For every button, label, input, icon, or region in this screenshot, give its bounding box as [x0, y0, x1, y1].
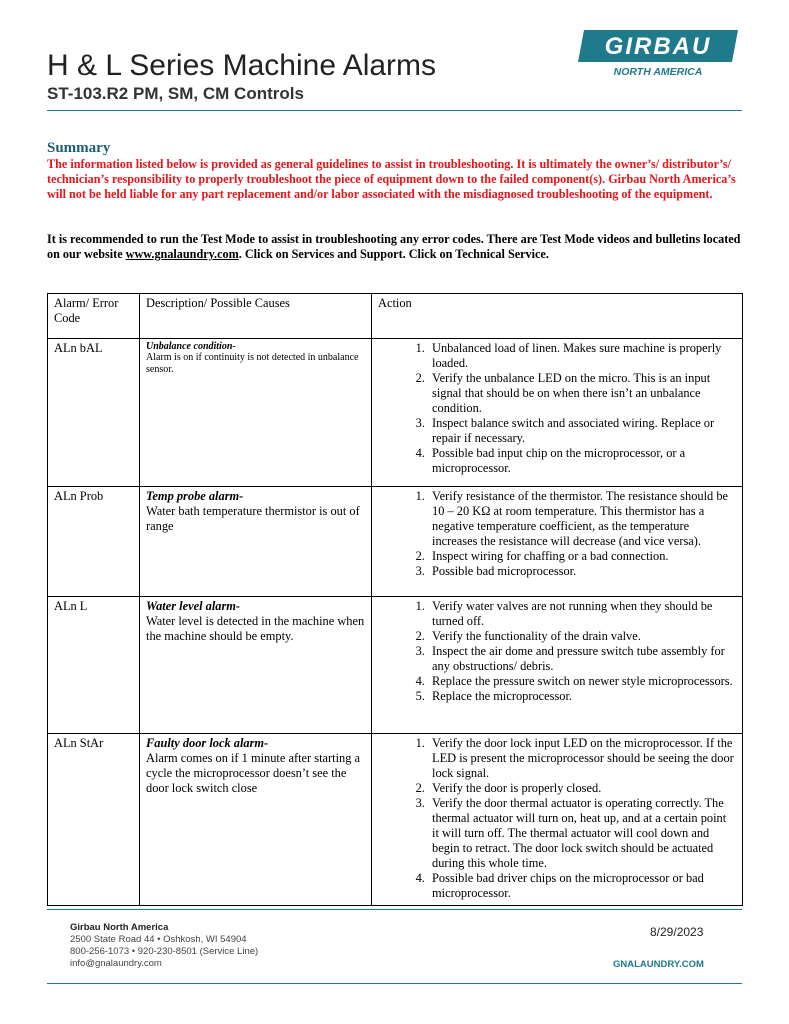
description-title: Water level alarm- [146, 599, 241, 613]
header-divider [47, 110, 742, 111]
action-list [378, 489, 736, 579]
alarm-code: ALn L [48, 597, 140, 734]
intro-text-start: It is recommended to run the Test Mode to assist in troubleshooting any error codes. There are Test Mode videos and bulletins located on our website [47, 232, 741, 261]
action-item: 2. Inspect wiring for chaffing or a bad connection. [428, 549, 736, 564]
alarm-description [140, 734, 372, 906]
table-header-row [48, 294, 743, 339]
alarm-description [140, 597, 372, 734]
footer-address-line: 2500 State Road 44 • Oshkosh, WI 54904 [70, 934, 247, 945]
table-row [48, 734, 743, 906]
action-item: 2. Verify the functionality of the drain valve. [428, 629, 736, 644]
action-item: 3. Verify the door thermal actuator is operating correctly. The thermal actuator will turn on, heat up, and at a certain point it will turn off. The thermal actuator will cool down and begin to retract. The door lock switch should be actuated during this whole time. [428, 796, 736, 871]
table-row [48, 597, 743, 734]
alarm-code: ALn Prob [48, 487, 140, 597]
footer-contact [70, 934, 258, 970]
description-text: Water bath temperature thermistor is out of range [146, 504, 360, 533]
alarm-actions [372, 734, 743, 906]
header-alarm-code: Alarm/ Error Code [48, 294, 140, 339]
alarm-table [47, 293, 743, 906]
action-item: 4. Possible bad driver chips on the microprocessor or bad microprocessor. [428, 871, 736, 901]
footer-date: 8/29/2023 [650, 925, 704, 939]
action-item: 2. Verify the unbalance LED on the micro. This is an input signal that should be on when there isn’t an unbalance condition. [428, 371, 736, 416]
description-title: Faulty door lock alarm- [146, 736, 269, 750]
logo-text: GIRBAU [604, 33, 712, 60]
table-row [48, 339, 743, 487]
action-item: 3. Inspect balance switch and associated wiring. Replace or repair if necessary. [428, 416, 736, 446]
description-title: Temp probe alarm- [146, 489, 244, 503]
alarm-actions [372, 339, 743, 487]
footer-divider-bottom [47, 983, 742, 984]
action-item: 4. Replace the pressure switch on newer style microprocessors. [428, 674, 736, 689]
action-item: 1. Verify resistance of the thermistor. The resistance should be 10 – 20 KΩ at room temperature. This thermistor has a negative temperature coefficient, as the temperature increases the resistance will decrease (and vice versa). [428, 489, 736, 549]
description-title: Unbalance condition- [146, 341, 236, 352]
alarm-code: ALn StAr [48, 734, 140, 906]
document-title: H & L Series Machine Alarms [47, 49, 437, 82]
document-subtitle: ST-103.R2 PM, SM, CM Controls [47, 84, 304, 103]
action-item: 4. Possible bad input chip on the microprocessor, or a microprocessor. [428, 446, 736, 476]
action-item: 3. Inspect the air dome and pressure switch tube assembly for any obstructions/ debris. [428, 644, 736, 674]
header-action: Action [372, 294, 743, 339]
intro-paragraph [47, 232, 742, 262]
action-item: 1. Unbalanced load of linen. Makes sure machine is properly loaded. [428, 341, 736, 371]
table-row [48, 487, 743, 597]
action-item: 3. Possible bad microprocessor. [428, 564, 736, 579]
description-text: Alarm is on if continuity is not detected in unbalance sensor. [146, 352, 359, 375]
header-description: Description/ Possible Causes [140, 294, 372, 339]
action-item: 1. Verify the door lock input LED on the microprocessor. If the LED is present the microprocessor should be seeing the door lock signal. [428, 736, 736, 781]
action-item: 1. Verify water valves are not running when they should be turned off. [428, 599, 736, 629]
action-item: 2. Verify the door is properly closed. [428, 781, 736, 796]
alarm-description [140, 339, 372, 487]
description-text: Alarm comes on if 1 minute after starting a cycle the microprocessor doesn’t see the door lock switch close [146, 751, 361, 795]
alarm-description [140, 487, 372, 597]
footer-email[interactable]: info@gnalaundry.com [70, 958, 162, 969]
disclaimer-text: The information listed below is provided as general guidelines to assist in troubleshooting. It is ultimately the owner’s/ distributor’s/ technician’s responsibility to properly troubleshoot the piece of equipment down to the failed component(s). Girbau North America’s will not be held liable for any part replacement and/or labor associated with the misdiagnosed troubleshooting of the equipment. [47, 157, 736, 201]
alarm-actions [372, 487, 743, 597]
girbau-logo [578, 30, 738, 80]
description-text: Water level is detected in the machine when the machine should be empty. [146, 614, 365, 643]
action-list [378, 736, 736, 901]
intro-text-end: . Click on Services and Support. Click on Technical Service. [238, 247, 549, 261]
action-item: 5. Replace the microprocessor. [428, 689, 736, 704]
footer-website[interactable]: GNALAUNDRY.COM [613, 959, 704, 970]
alarm-code: ALn bAL [48, 339, 140, 487]
action-list [378, 599, 736, 704]
footer-company-name: Girbau North America [70, 922, 169, 933]
website-link[interactable]: www.gnalaundry.com [125, 247, 239, 261]
summary-heading: Summary [47, 140, 111, 156]
footer-divider-top [47, 909, 742, 910]
action-list [378, 341, 736, 476]
logo-subtext: NORTH AMERICA [613, 66, 703, 78]
footer-phone-line: 800-256-1073 • 920-230-8501 (Service Line) [70, 946, 259, 957]
alarm-actions [372, 597, 743, 734]
